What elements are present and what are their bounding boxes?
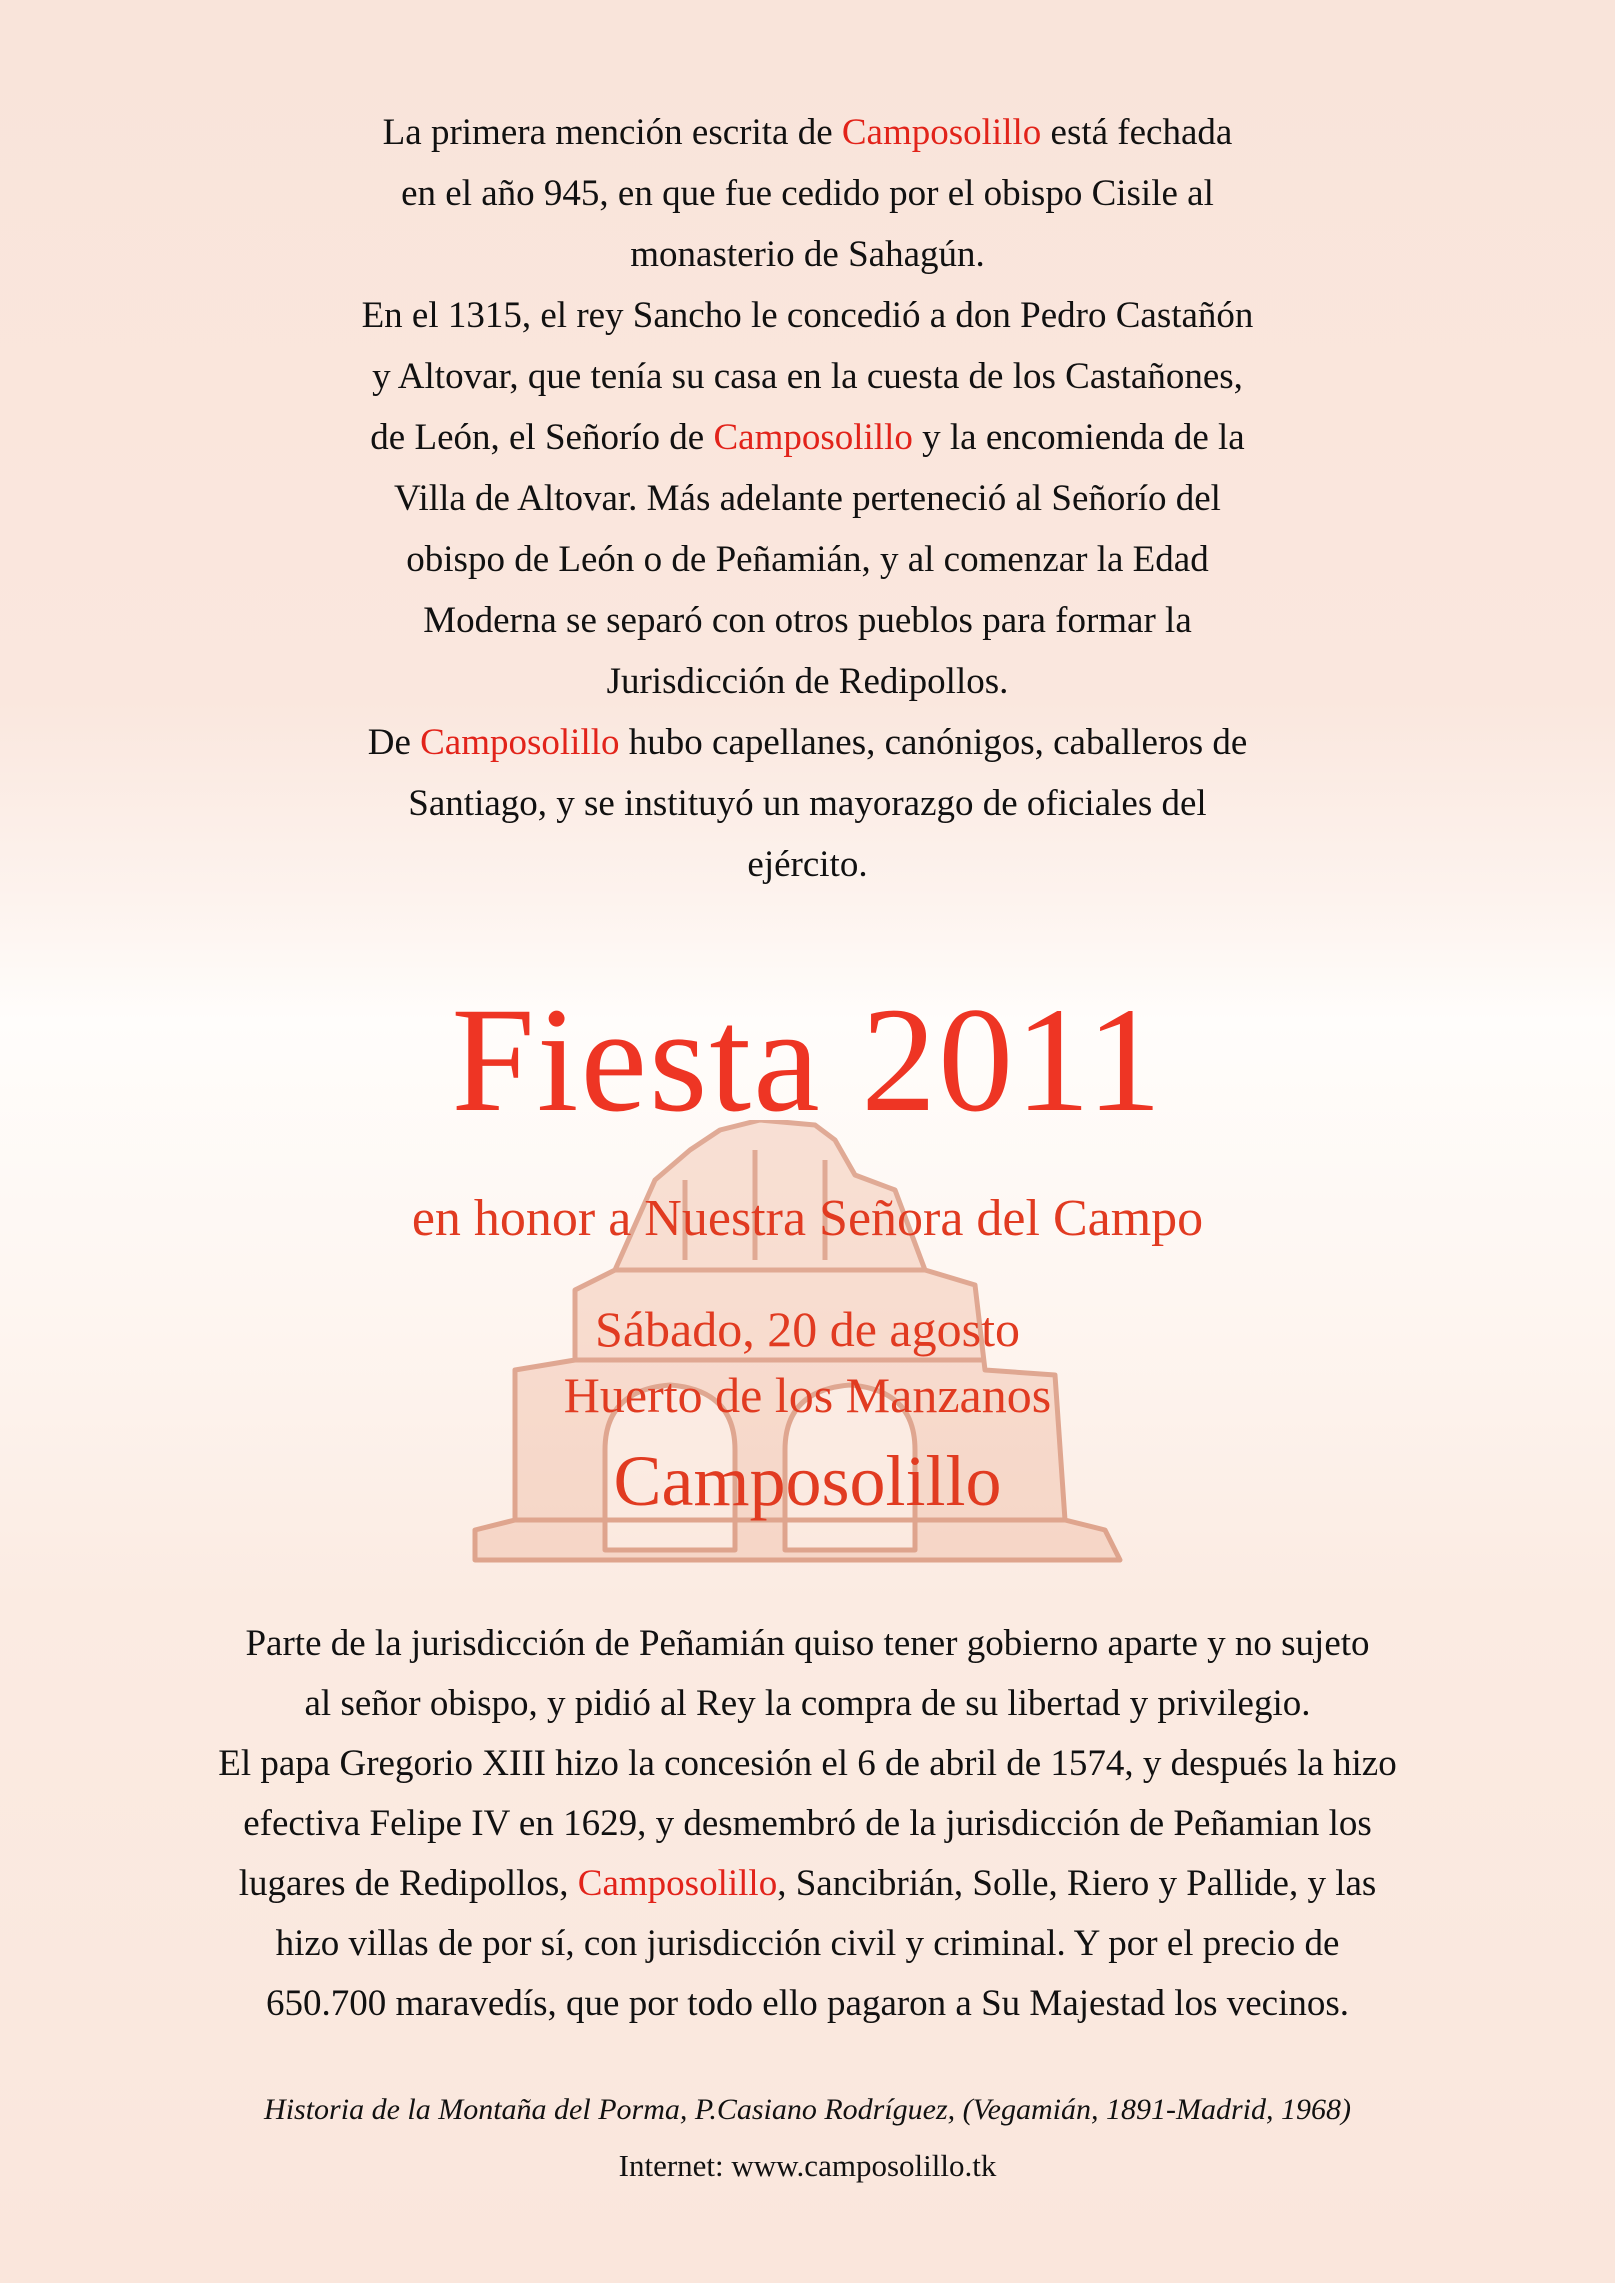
line-text: En el 1315, el rey Sancho le concedió a don Pedro Castañón [361,295,1254,336]
event-town: Camposolillo [613,1441,1002,1521]
history-paragraph [0,1614,1615,2034]
line-text: monasterio de Sahagún. [630,234,985,275]
line-text: De [367,722,421,763]
text-line [0,346,1615,407]
line-text: Parte de la jurisdicción de Peñamián quiso tener gobierno aparte y no sujeto [245,1623,1370,1664]
line-text: lugares de Redipollos, [238,1863,578,1904]
line-text: y la encomienda de la [912,417,1245,458]
text-line [0,773,1615,834]
text-line [0,1794,1615,1854]
line-text: al señor obispo, y pidió al Rey la compra de su libertad y privilegio. [304,1683,1311,1724]
internet-link[interactable]: Internet: www.camposolillo.tk [618,2148,997,2183]
line-text: y Altovar, que tenía su casa en la cuesta de los Castañones, [372,356,1243,397]
highlight-name: Camposolillo [420,722,620,763]
text-line [0,651,1615,712]
text-line [0,1974,1615,2034]
line-text: hizo villas de por sí, con jurisdicción civil y criminal. Y por el precio de [275,1923,1340,1964]
line-text: El papa Gregorio XIII hizo la concesión el 6 de abril de 1574, y después la hizo [218,1743,1397,1784]
text-line [0,1674,1615,1734]
text-line [0,834,1615,895]
line-text: Moderna se separó con otros pueblos para formar la [423,600,1192,641]
text-line [0,1914,1615,1974]
intro-paragraph [0,102,1615,895]
text-line [0,407,1615,468]
highlight-name: Camposolillo [713,417,913,458]
text-line [0,529,1615,590]
line-text: en el año 945, en que fue cedido por el obispo Cisile al [401,173,1214,214]
highlight-name: Camposolillo [577,1863,778,1904]
text-line [0,102,1615,163]
text-line [0,1854,1615,1914]
line-text: 650.700 maravedís, que por todo ello pagaron a Su Majestad los vecinos. [265,1983,1350,2024]
line-text: La primera mención escrita de [382,112,842,153]
line-text: está fechada [1041,112,1233,153]
event-title: Fiesta 2011 [451,977,1164,1143]
text-line [0,163,1615,224]
line-text: efectiva Felipe IV en 1629, y desmembró de la jurisdicción de Peñamian los [243,1803,1372,1844]
text-line [0,1614,1615,1674]
line-text: de León, el Señorío de [370,417,714,458]
line-text: Jurisdicción de Redipollos. [606,661,1009,702]
text-line [0,1734,1615,1794]
citation: Historia de la Montaña del Porma, P.Casiano Rodríguez, (Vegamián, 1891-Madrid, 1968) [264,2093,1351,2126]
text-line [0,590,1615,651]
text-line [0,224,1615,285]
text-line [0,712,1615,773]
line-text: obispo de León o de Peñamián, y al comenzar la Edad [406,539,1209,580]
highlight-name: Camposolillo [841,112,1042,153]
text-line [0,468,1615,529]
line-text: Villa de Altovar. Más adelante perteneció al Señorío del [394,478,1221,519]
line-text: ejército. [747,844,868,885]
event-place: Huerto de los Manzanos [563,1367,1052,1423]
event-date: Sábado, 20 de agosto [595,1301,1020,1357]
line-text: hubo capellanes, canónigos, caballeros de [619,722,1248,763]
line-text: , Sancibrián, Solle, Riero y Pallide, y las [777,1863,1377,1904]
line-text: Santiago, y se instituyó un mayorazgo de oficiales del [408,783,1207,824]
event-subtitle: en honor a Nuestra Señora del Campo [411,1190,1204,1247]
text-line [0,285,1615,346]
